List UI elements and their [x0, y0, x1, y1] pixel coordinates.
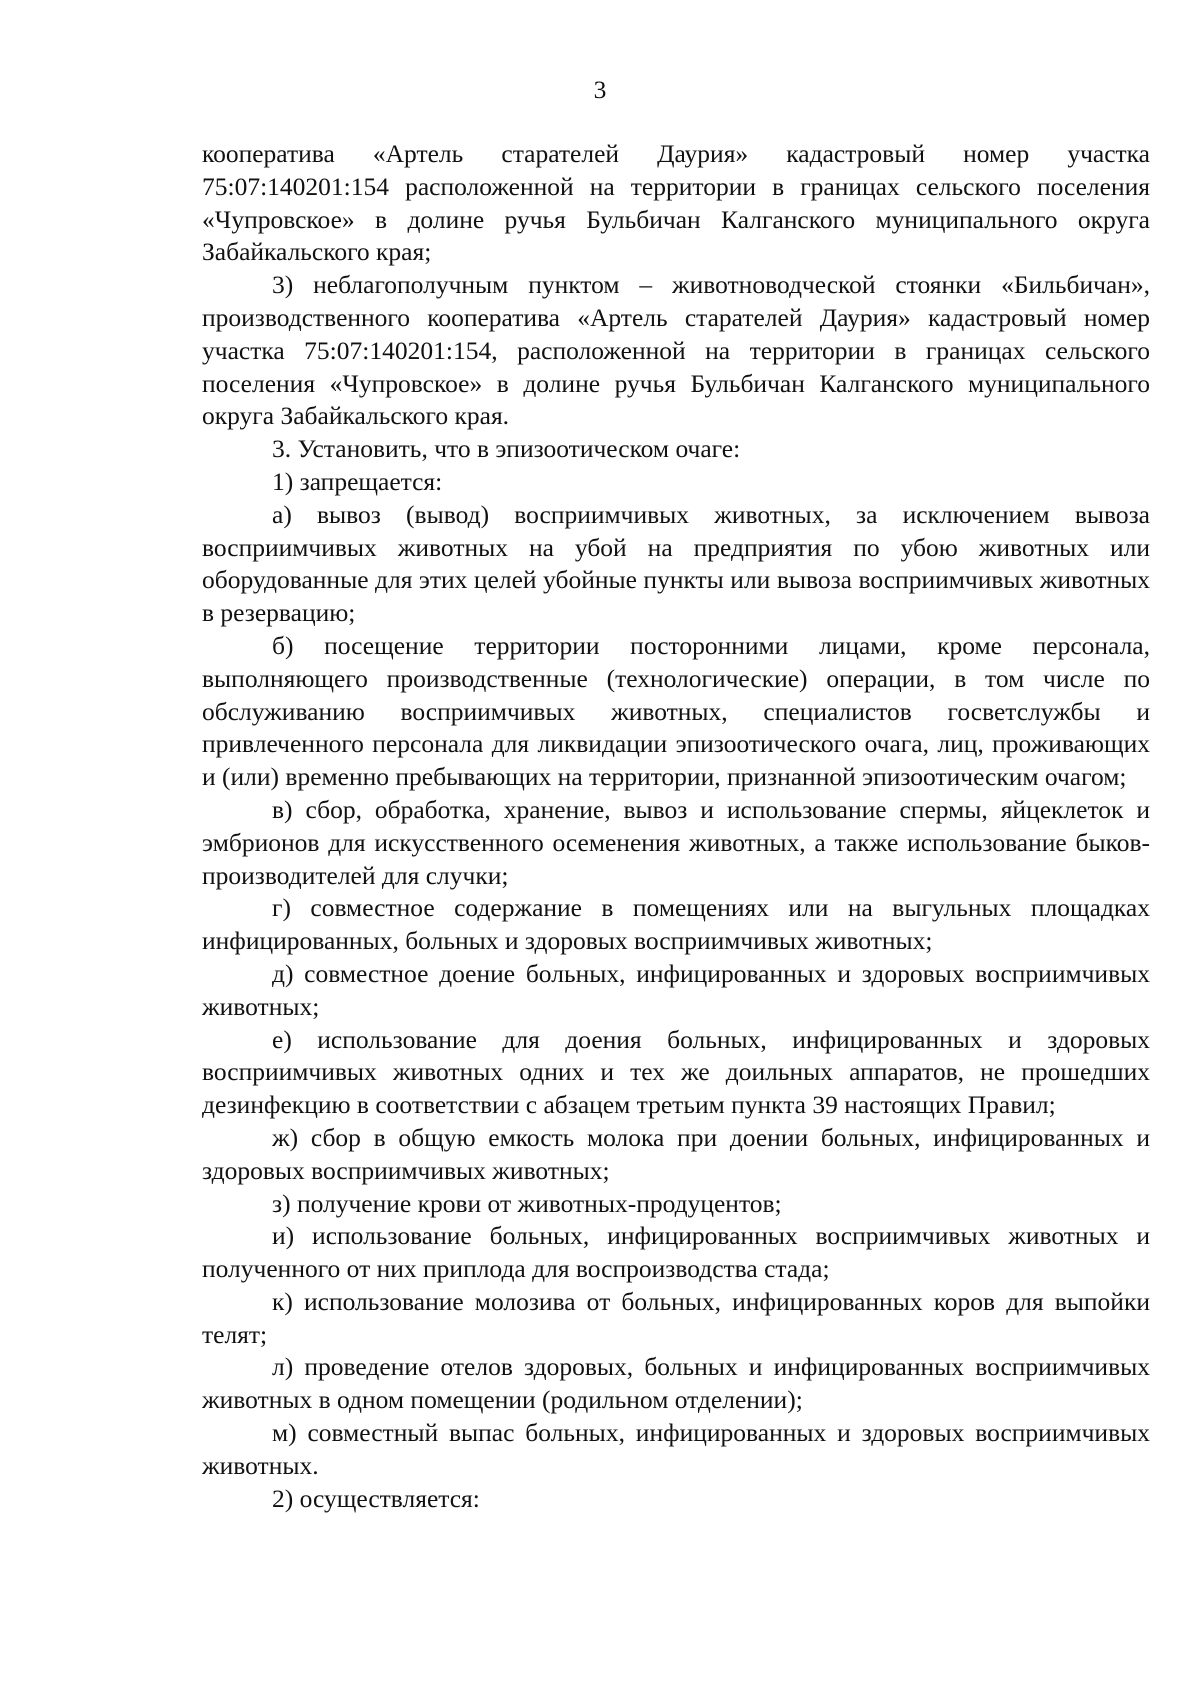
paragraph-item-zh: ж) сбор в общую емкость молока при доении больных, инфицированных и здоровых восприимчивых животных; — [202, 1122, 1150, 1185]
paragraph-item-z: з) получение крови от животных-продуцентов; — [272, 1188, 782, 1218]
paragraph-item-2-carried-out: 2) осуществляется: — [272, 1483, 480, 1513]
paragraph-item-3-unfavorable-point: 3) неблагополучным пунктом – животноводческой стоянки «Бильбичан», производственного кооператива «Артель старателей Даурия» кадастровый номер участка 75:07:140201:154, расположенной на территории в границах сельского поселения «Чупровское» в долине ручья Бульбичан Калганского муниципального округа Забайкальского края. — [202, 270, 1150, 431]
paragraph-section-3: 3. Установить, что в эпизоотическом очаге: — [272, 434, 741, 464]
paragraph-continuation: кооператива «Артель старателей Даурия» кадастровый номер участка 75:07:140201:154 расположенной на территории в границах сельского поселения «Чупровское» в долине ручья Бульбичан Калганского муниципального округа Забайкальского края; — [202, 139, 1150, 267]
paragraph-item-b: б) посещение территории посторонними лицами, кроме персонала, выполняющего производственные (технологические) операции, в том числе по обслуживанию восприимчивых животных, специалистов госветслужбы и привлеченного персонала для ликвидации эпизоотического очага, лиц, проживающих и (или) временно пребывающих на территории, признанной эпизоотическим очагом; — [202, 630, 1150, 792]
paragraph-item-e: е) использование для доения больных, инфицированных и здоровых восприимчивых животных одних и тех же доильных аппаратов, не прошедших дезинфекцию в соответствии с абзацем третьим пункта 39 настоящих Правил; — [202, 1024, 1150, 1120]
paragraph-item-1-prohibited: 1) запрещается: — [272, 466, 443, 496]
page-number: 3 — [593, 75, 607, 104]
paragraph-item-k: к) использование молозива от больных, инфицированных коров для выпойки телят; — [202, 1286, 1150, 1349]
paragraph-item-m: м) совместный выпас больных, инфицированных и здоровых восприимчивых животных. — [202, 1418, 1150, 1480]
paragraph-item-d: д) совместное доение больных, инфицированных и здоровых восприимчивых животных; — [202, 958, 1150, 1021]
paragraph-item-i: и) использование больных, инфицированных восприимчивых животных и полученного от них приплода для воспроизводства стада; — [202, 1221, 1150, 1284]
paragraph-item-l: л) проведение отелов здоровых, больных и инфицированных восприимчивых животных в одном помещении (родильном отделении); — [202, 1352, 1150, 1415]
paragraph-item-v: в) сбор, обработка, хранение, вывоз и использование спермы, яйцеклеток и эмбрионов для искусственного осеменения животных, а также использование быков-производителей для случки; — [202, 794, 1150, 890]
paragraph-item-a: а) вывоз (вывод) восприимчивых животных, за исключением вывоза восприимчивых животных на убой на предприятия по убою животных или оборудованные для этих целей убойные пункты или вывоза восприимчивых животных в резервацию; — [202, 499, 1150, 628]
document-body — [202, 138, 1150, 1515]
paragraph-item-g: г) совместное содержание в помещениях или на выгульных площадках инфицированных, больных и здоровых восприимчивых животных; — [202, 893, 1150, 956]
